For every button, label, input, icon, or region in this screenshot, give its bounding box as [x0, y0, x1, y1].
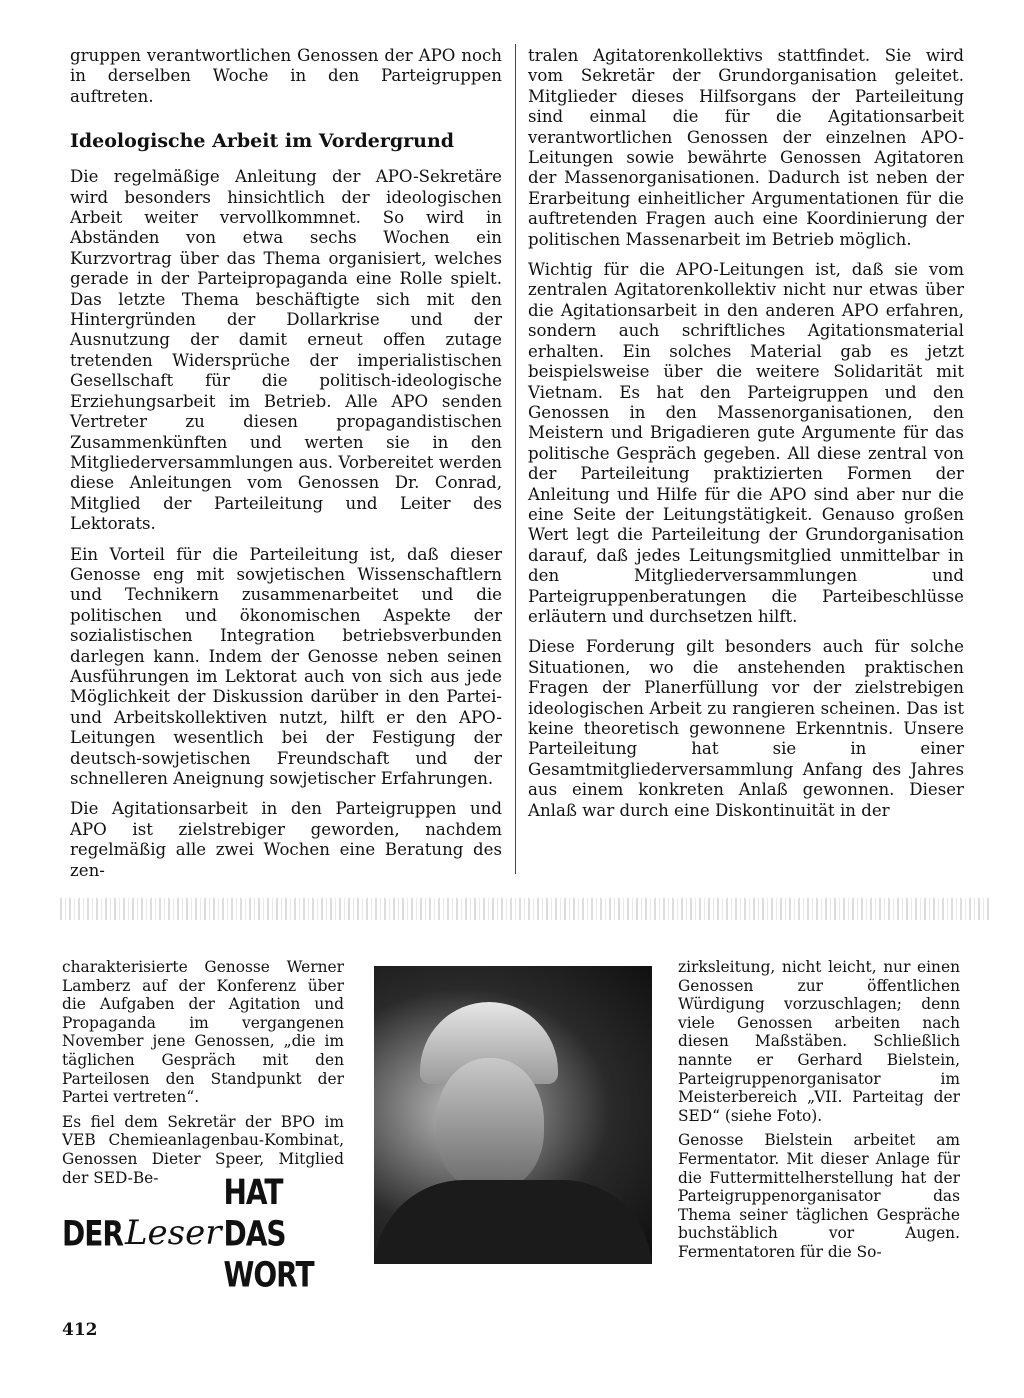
column-divider: [515, 44, 516, 874]
right-paragraph-3: Diese Forderung gilt besonders auch für solche Situationen, wo die anstehenden praktischen Fragen der Planerfüllung vor der zielstrebigen ideologischen Arbeit zu rangieren scheinen. Das ist keine theoretisch gewonnene Erkenntnis. Unsere Parteileitung hat sie in einer Gesamtmitgliederversammlung Anfang des Jahres aus einem konkreten Anlaß gewonnen. Dieser Anlaß war durch eine Diskontinuität in der: [528, 637, 964, 820]
lower-left-paragraph-1: charakterisierte Genosse Werner Lamberz auf der Konferenz über die Aufgaben der Agitation und Propaganda im vergangenen November jene Genossen, „die im täglichen Gespräch mit den Parteilosen den Standpunkt der Partei vertreten“.: [62, 958, 344, 1107]
left-column: [70, 46, 502, 891]
lower-right-column: [678, 958, 960, 1268]
left-paragraph-2: Ein Vorteil für die Parteileitung ist, daß dieser Genosse eng mit sowjetischen Wissenschaftlern und Technikern zusammenarbeitet und die politischen und ökonomischen Aspekte der sozialistischen Integration betriebsverbunden darlegen kann. Indem der Genosse neben seinen Ausführungen im Lektorat auch von sich aus jede Möglichkeit der Diskussion darüber in den Partei- und Arbeitskollektiven nutzt, hilft er den APO-Leitungen wesentlich bei der Festigung der deutsch-sowjetischen Freundschaft und der schnelleren Aneignung sowjetischer Erfahrungen.: [70, 544, 502, 788]
section-divider: [60, 898, 990, 920]
section-heading: Ideologische Arbeit im Vordergrund: [70, 130, 455, 153]
logo-word-hat-das-wort: HAT DAS WORT: [223, 1171, 314, 1295]
lower-left-paragraph-2: Es fiel dem Sekretär der BPO im VEB Chemieanlagenbau-Kombinat, Genossen Dieter Speer, Mitglied der SED-Be-: [62, 1112, 344, 1187]
page-number: 412: [62, 1320, 98, 1340]
intro-paragraph: gruppen verantwortlichen Genossen der APO noch in derselben Woche in den Parteigruppen auftreten.: [70, 46, 502, 106]
lower-left-column: [62, 958, 344, 1193]
left-paragraph-1: Die regelmäßige Anleitung der APO-Sekretäre wird besonders hinsichtlich der ideologischen Arbeit weiter vervollkommnet. So wird in Abständen von etwa sechs Wochen ein Kurzvortrag über das Thema organisiert, welches gerade in der Parteipropaganda eine Rolle spielt. Das letzte Thema beschäftigte sich mit den Hintergründen der Dollarkrise und der Ausnutzung der damit erneut offen zutage tretenden Widersprüche der imperialistischen Gesellschaft für die politisch-ideologische Erziehungsarbeit im Betrieb. Alle APO senden Vertreter zu diesen propagandistischen Zusammenkünften und werten sie in den Mitgliederversammlungen aus. Vorbereitet werden diese Anleitungen vom Genossen Dr. Conrad, Mitglied der Parteileitung und Leiter des Lektorats.: [70, 167, 502, 534]
lower-right-paragraph-1: zirksleitung, nicht leicht, nur einen Genossen zur öffentlichen Würdigung vorzuschlagen; denn viele Genossen arbeiten nach diesen Maßstäben. Schließlich nannte er Gerhard Bielstein, Parteigruppenorganisator im Meisterbereich „VII. Parteitag der SED“ (siehe Foto).: [678, 958, 960, 1125]
logo-word-der: DER: [62, 1212, 123, 1254]
logo-word-leser: Leser: [124, 1213, 222, 1253]
face: [436, 1058, 544, 1190]
der-leser-hat-das-wort-logo: [62, 1171, 342, 1295]
right-paragraph-1: tralen Agitatorenkollektivs stattfindet. Sie wird vom Sekretär der Grundorganisation geleitet. Mitglieder dieses Hilfsorgans der Parteileitung sind einmal die für die Agitationsarbeit verantwortlichen Genossen der einzelnen APO-Leitungen sowie bewährte Genossen Agitatoren der Massenorganisationen. Dadurch ist neben der Erarbeitung einheitlicher Argumentationen für die auftretenden Fragen auch eine Koordinierung der politischen Massenarbeit im Betrieb möglich.: [528, 46, 964, 249]
shoulders: [374, 1180, 652, 1264]
portrait-photo: [374, 966, 652, 1264]
right-column: [528, 46, 964, 831]
lower-right-paragraph-2: Genosse Bielstein arbeitet am Fermentator. Mit dieser Anlage für die Futtermittelherstellung hat der Parteigruppenorganisator das Thema seiner täglichen Gespräche buchstäblich vor Augen. Fermentatoren für die So-: [678, 1131, 960, 1261]
right-paragraph-2: Wichtig für die APO-Leitungen ist, daß sie vom zentralen Agitatorenkollektiv nicht nur etwas über die Agitationsarbeit in den anderen APO erfahren, sondern auch schriftliches Agitationsmaterial erhalten. Ein solches Material gab es jetzt beispielsweise über die weitere Solidarität mit Vietnam. Es hat den Parteigruppen und den Genossen in den Massenorganisationen, den Meistern und Brigadieren gute Argumente für das politische Gespräch gegeben. All diese zentral von der Parteileitung praktizierten Formen der Anleitung und Hilfe für die APO sind aber nur die eine Seite der Leitungstätigkeit. Genauso großen Wert legt die Parteileitung der Grundorganisation darauf, daß jedes Leitungsmitglied unmittelbar in den Mitgliederversammlungen und Parteigruppenberatungen die Parteibeschlüsse erläutern und durchsetzen hilft.: [528, 260, 964, 626]
left-paragraph-3: Die Agitationsarbeit in den Parteigruppen und APO ist zielstrebiger geworden, nachdem regelmäßig alle zwei Wochen eine Beratung des zen-: [70, 799, 502, 880]
